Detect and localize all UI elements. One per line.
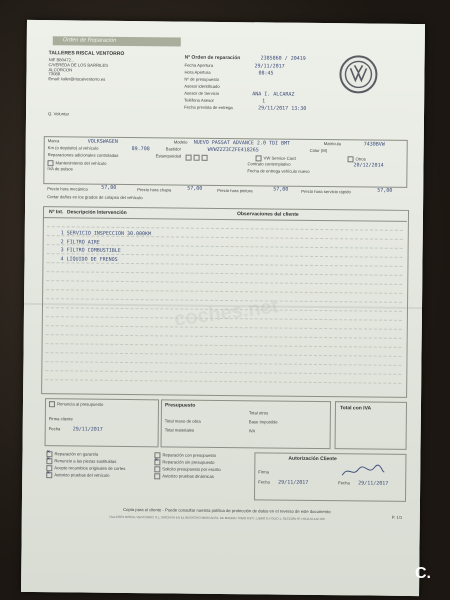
- checkbox[interactable]: [202, 155, 208, 161]
- km-label: Km (o depósito) al vehículo: [47, 145, 99, 151]
- auth-check-mark: ✕: [154, 456, 159, 464]
- workshop-line: NIF B80472...: [48, 57, 75, 63]
- tel-label: Teléfono Asesor: [184, 97, 214, 103]
- auth-option[interactable]: Solicito presupuesto por escrito: [154, 465, 221, 473]
- service-label: VW Service Card: [263, 155, 296, 161]
- auth-option[interactable]: Reparación con presupuesto: [154, 451, 216, 459]
- work-item: 2 FILTRO AIRE: [60, 238, 100, 246]
- vw-logo-icon: [344, 60, 372, 88]
- otros-label: Otros: [355, 156, 366, 162]
- ident-label: Asesor identificado: [184, 83, 220, 89]
- workshop-name: TALLERES RISCAL VENTORRO: [48, 50, 125, 57]
- auth-fecha2-value: 29/11/2017: [358, 480, 389, 487]
- base-label: Base Imponible: [248, 419, 278, 425]
- presupuesto-title: Presupuesto: [164, 402, 196, 409]
- rapido-value: 57,00: [377, 187, 393, 194]
- prices-note: Cortar daños en los grados de colapso del vehículo: [47, 194, 143, 201]
- tel-value: 1: [262, 98, 266, 105]
- matricula-value: 7430BVW: [363, 141, 385, 148]
- auth-check-marks: ✕ ✕ ✕: [46, 448, 51, 477]
- workshop-contact: Q. Voluntar: [47, 111, 70, 117]
- vehicle-block: [47, 139, 401, 178]
- estanqueidad-label: Estanqueidad: [155, 153, 182, 159]
- checkbox[interactable]: [154, 473, 160, 479]
- chapa-label: Precio hora chapa: [137, 187, 172, 193]
- pintura-value: 57,00: [273, 186, 289, 193]
- volkswagen-logo: [339, 55, 377, 93]
- entrega-value: 29/11/2017 13:30: [258, 105, 307, 112]
- entrega-label: Fecha prevista de entrega: [184, 104, 233, 111]
- checkbox[interactable]: [186, 155, 192, 161]
- contrato-label: Contrato contemplativo: [247, 161, 291, 167]
- estanqueidad-checks: [186, 155, 210, 161]
- auth-option[interactable]: Renuncio a las piezas sustituidas: [46, 458, 116, 464]
- form-title: Orden de Reparación: [53, 36, 181, 46]
- work-item: 4 LIQUIDO DE FRENOS: [60, 256, 118, 263]
- corner-mark: C.: [415, 565, 431, 582]
- pedido-label: Nº de presupuesto: [184, 76, 220, 82]
- contrato-value: 20/12/2014: [353, 162, 384, 169]
- order-num-label: Nº Orden de reparación: [184, 54, 241, 62]
- km-value: 89.708: [131, 146, 150, 153]
- rep-label: Reparaciones adicionales controladas: [47, 152, 119, 158]
- firma-cliente-label: Firma cliente: [48, 416, 73, 422]
- work-item: 1 SERVICIO INSPECCION 30.000KM: [60, 230, 152, 238]
- auth-title: Autorización Cliente: [288, 455, 337, 463]
- auth-option[interactable]: Autorizo pruebas dinámicas: [154, 472, 214, 480]
- budget-fecha-label: Fecha: [48, 426, 61, 432]
- order-num: 2385860 / 20419: [260, 55, 306, 62]
- page-number: P. 1/1: [391, 514, 403, 520]
- bastidor-label: Bastidor: [165, 146, 182, 152]
- auth-option[interactable]: Reparación sin presupuesto: [154, 458, 214, 466]
- workshop-line: 73088: [48, 71, 61, 77]
- customer-signature: [340, 463, 386, 479]
- date-label: Fecha Apertura: [184, 62, 214, 68]
- workshop-address: [48, 58, 108, 83]
- auth-fecha2-label: Fecha: [338, 480, 350, 486]
- workshop-line: Email: taller@riscalventorro.es: [48, 76, 106, 83]
- iva-label: IVA: [248, 428, 256, 434]
- watermark: coches.net: [172, 295, 280, 331]
- mecanica-label: Precio hora mecánica: [47, 186, 88, 192]
- mecanica-value: 57,00: [101, 184, 117, 191]
- pintura-label: Precio hora pintura: [217, 187, 253, 194]
- auth-options: [46, 450, 256, 480]
- repair-order-document: [21, 20, 425, 596]
- footer-copy: Copia para el cliente - Puede consultar nuestra política de protección de datos en el reverso de este documento: [123, 506, 331, 515]
- col-obs-header: Observaciones del cliente: [236, 211, 299, 218]
- auth-option[interactable]: Acepto recambios originales de cortes: [46, 465, 125, 471]
- matric-label: Fecha de entrega vehículo nuevo: [247, 168, 310, 174]
- auth-option[interactable]: Reparación en garantía: [46, 451, 98, 457]
- matricula-label: Matrícula: [323, 141, 341, 147]
- total-otros-label: Total otros: [248, 410, 269, 416]
- materiales-label: Total materiales: [164, 427, 195, 433]
- renuncia-label: Renuncia al presupuesto: [49, 401, 103, 408]
- marca-value: VOLKSWAGEN: [87, 138, 118, 145]
- mano-obra-label: Total mano de obra: [164, 418, 201, 424]
- modelo-value: NUEVO PASSAT ADVANCE 2.0 TDI BMT: [193, 139, 291, 147]
- hour-label: Hora Apertura: [184, 69, 211, 75]
- auth-fecha-label: Fecha: [258, 479, 270, 485]
- auth-option[interactable]: Autorizo pruebas del vehículo: [46, 472, 109, 478]
- asesor-value: ANA I. ALCARAZ: [252, 91, 295, 98]
- workshop-line: ALCORCON: [48, 66, 73, 73]
- order-block: [184, 56, 335, 115]
- work-item: 3 FILTRO COMBUSTIBLE: [60, 247, 121, 255]
- rapido-label: Precio hora servicio rápido: [301, 188, 351, 195]
- mantenimiento-label: Mantenimiento del vehículo: [55, 160, 107, 166]
- bastidor-value: WVWZZZ3CZFE418265: [207, 146, 259, 154]
- checkbox[interactable]: [49, 401, 55, 407]
- checkbox[interactable]: [194, 155, 200, 161]
- chapa-value: 57,00: [187, 185, 203, 192]
- modelo-label: Modelo: [173, 139, 188, 145]
- col-num-header: Nº Int.: [48, 209, 64, 216]
- color-label: Color (M): [309, 147, 328, 154]
- date-value: 29/11/2017: [254, 63, 285, 70]
- footer-legal: TALLERES RISCAL VENTORRO, S.L. INSCRITA EN EL REGISTRO MERCANTIL DE MADRID TOMO 8.877, LIBRO 0, FOLIO 1, SECCIÓN 8ª, HOJA M-142.789: [109, 514, 325, 522]
- auth-fecha-value: 29/11/2017: [278, 479, 309, 486]
- budget-fecha-value: 29/11/2017: [72, 426, 103, 433]
- auth-firma-label: Firma: [258, 469, 270, 475]
- total-iva-title: Total con IVA: [339, 405, 372, 412]
- hour-value: 08:45: [258, 70, 274, 77]
- workshop-line: C/VEREDA DE LOS BARRILES: [48, 61, 109, 68]
- marca-label: Marca: [47, 138, 60, 144]
- pulsos-label: IVA de pulsos: [47, 166, 73, 172]
- col-desc-header: Descripción Intervención: [66, 209, 127, 216]
- asesor-label: Asesor de Servicio: [184, 90, 220, 96]
